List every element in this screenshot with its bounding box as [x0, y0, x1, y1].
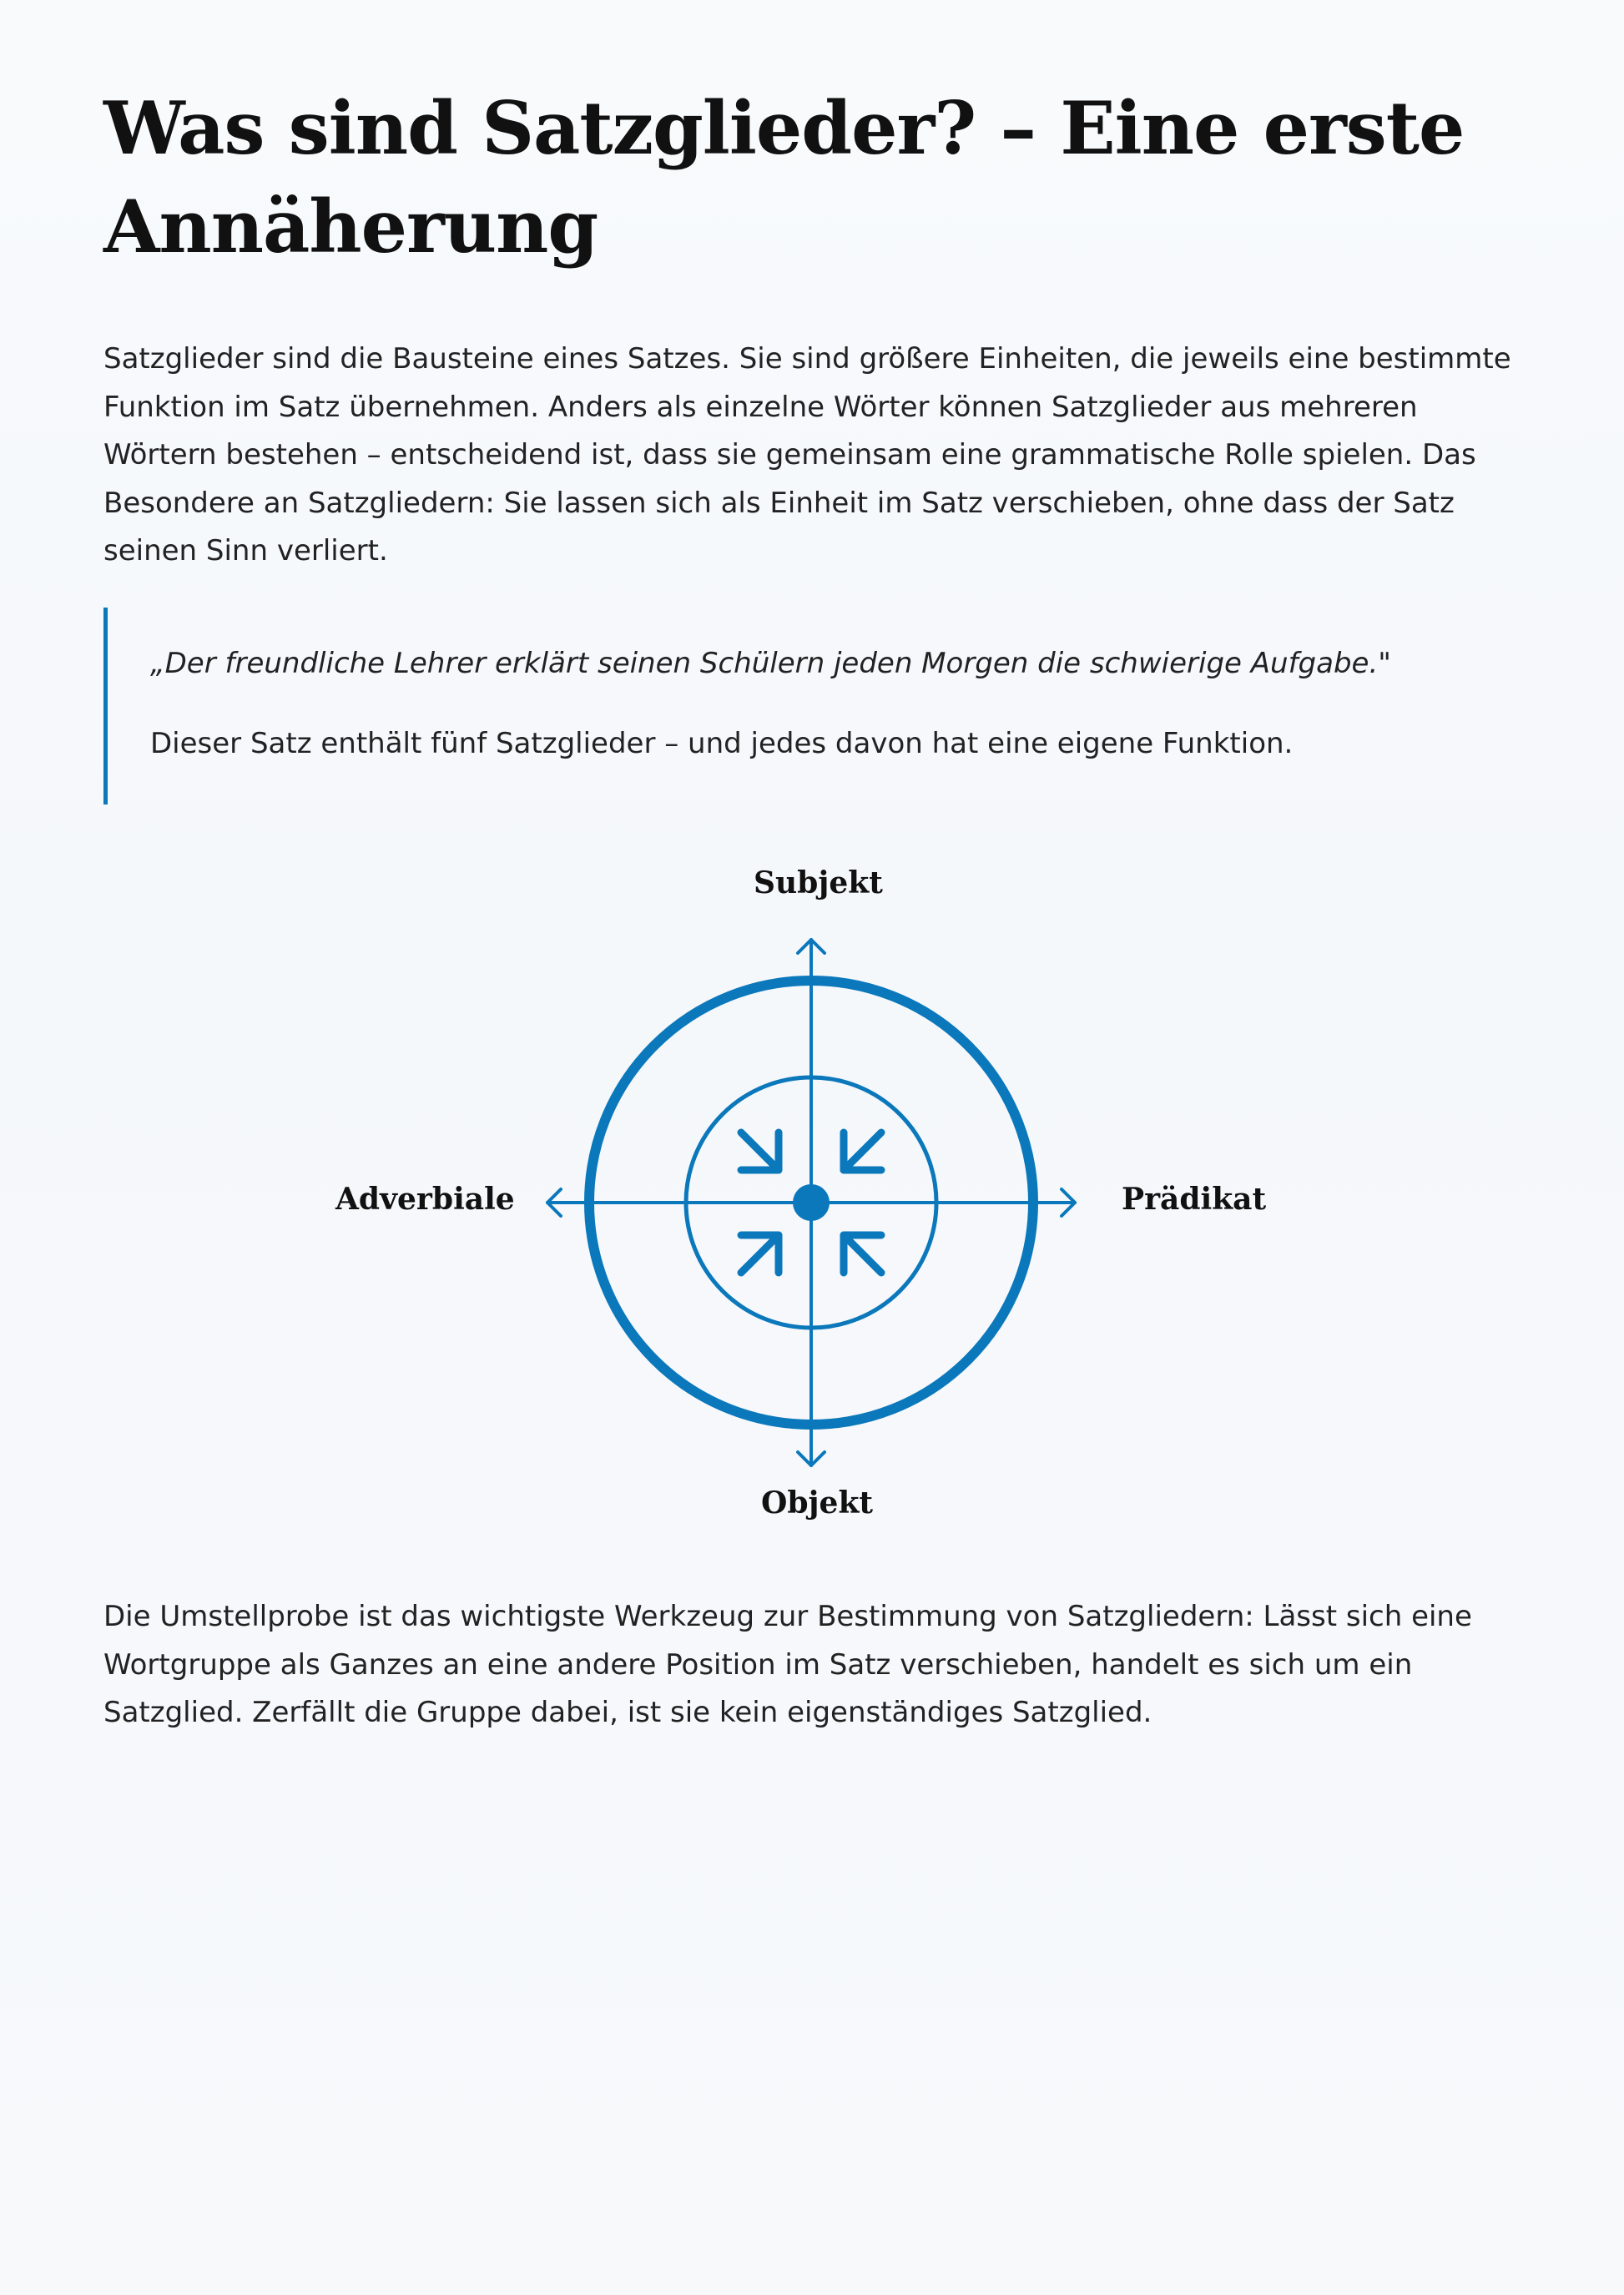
example-quote-block [103, 608, 1522, 805]
intro-paragraph: Satzglieder sind die Bausteine eines Satzes. Sie sind größere Einheiten, die jeweils eine bestimmte Funktion im Satz übernehmen. Anders als einzelne Wörter können Satzglieder aus mehreren Wörtern bestehen – entscheidend ist, dass sie gemeinsam eine grammatische Rolle spielen. Das Besondere an Satzgliedern: Sie lassen sich als Einheit im Satz verschieben, ohne dass der Satz seinen Sinn verliert. [103, 342, 1511, 567]
arrows-converge-icon [741, 1132, 881, 1273]
inner-ring [686, 1077, 936, 1328]
label-adverbiale: Adverbiale [335, 1182, 515, 1217]
center-dot [793, 1184, 830, 1221]
page-title: Was sind Satzglieder? – Eine erste Annäherung [103, 85, 1465, 270]
example-quote: „Der freundliche Lehrer erklärt seinen Schülern jeden Morgen die schwierige Aufgabe." [150, 647, 1391, 680]
arrow-down-icon [798, 1452, 825, 1465]
quote-explanation: Dieser Satz enthält fünf Satzglieder – und jedes davon hat eine eigene Funktion. [150, 727, 1294, 760]
label-subjekt: Subjekt [754, 865, 883, 900]
arrow-left-icon [547, 1189, 561, 1216]
outro-paragraph: Die Umstellprobe ist das wichtigste Werkzeug zur Bestimmung von Satzgliedern: Lässt sich eine Wortgruppe als Ganzes an eine andere Position im Satz verschieben, handelt es sich um ein Satzglied. Zerfällt die Gruppe dabei, ist sie kein eigenständiges Satzglied. [103, 1600, 1472, 1729]
outer-ring [589, 981, 1033, 1425]
arrow-right-icon [1062, 1189, 1075, 1216]
label-praedikat: Prädikat [1122, 1182, 1267, 1217]
arrow-up-icon [798, 940, 825, 953]
label-objekt: Objekt [761, 1485, 874, 1521]
